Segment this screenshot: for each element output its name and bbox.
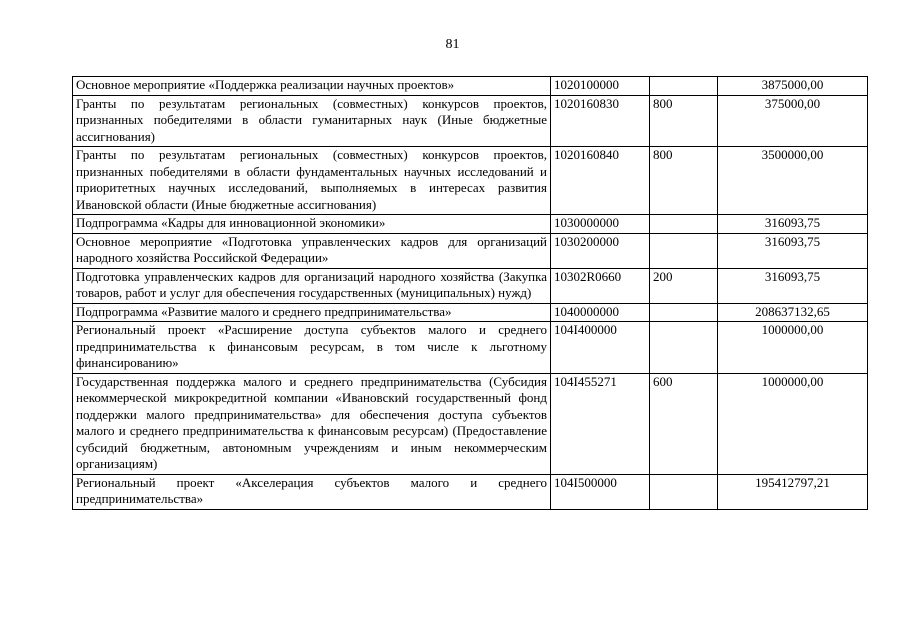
row-code-cell: 104I400000 [551,322,650,374]
table-row [73,215,868,234]
budget-table [72,76,868,510]
row-amount-cell: 316093,75 [718,233,868,268]
row-amount-cell: 195412797,21 [718,474,868,509]
table-row [73,95,868,147]
row-amount-cell: 316093,75 [718,215,868,234]
row-amount-cell: 1000000,00 [718,322,868,374]
row-expense-type-cell: 600 [650,373,718,474]
row-expense-type-cell [650,77,718,96]
row-code-cell: 104I500000 [551,474,650,509]
table-row [73,373,868,474]
row-amount-cell: 316093,75 [718,268,868,303]
page-number: 81 [445,37,460,52]
row-expense-type-cell [650,322,718,374]
row-name-cell: Подпрограмма «Развитие малого и среднего предпринимательства» [73,303,551,322]
row-expense-type-cell: 800 [650,95,718,147]
row-expense-type-cell: 200 [650,268,718,303]
table-row [73,77,868,96]
row-code-cell: 1020160840 [551,147,650,215]
row-code-cell: 1030000000 [551,215,650,234]
row-code-cell: 10302R0660 [551,268,650,303]
row-amount-cell: 208637132,65 [718,303,868,322]
table-row [73,474,868,509]
row-amount-cell: 1000000,00 [718,373,868,474]
row-name-cell: Гранты по результатам региональных (совместных) конкурсов проектов, признанных победителями в области фундаментальных научных исследований и приоритетных научных исследований, выполняемых в интересах развития Ивановской области (Иные бюджетные ассигнования) [73,147,551,215]
row-name-cell: Региональный проект «Расширение доступа субъектов малого и среднего предпринимательства к финансовым ресурсам, в том числе к льготному финансированию» [73,322,551,374]
row-amount-cell: 3875000,00 [718,77,868,96]
row-name-cell: Государственная поддержка малого и среднего предпринимательства (Субсидия некоммерческой микрокредитной компании «Ивановский государственный фонд поддержки малого предпринимательства» для обеспечения доступа субъектов малого и среднего предпринимательства к финансовым ресурсам) (Предоставление субсидий бюджетным, автономным учреждениям и иным некоммерческим организациям) [73,373,551,474]
row-name-cell: Региональный проект «Акселерация субъектов малого и среднего предпринимательства» [73,474,551,509]
row-expense-type-cell [650,474,718,509]
row-amount-cell: 3500000,00 [718,147,868,215]
row-expense-type-cell: 800 [650,147,718,215]
row-code-cell: 1030200000 [551,233,650,268]
row-name-cell: Гранты по результатам региональных (совместных) конкурсов проектов, признанных победителями в области гуманитарных наук (Иные бюджетные ассигнования) [73,95,551,147]
table-row [73,268,868,303]
row-code-cell: 104I455271 [551,373,650,474]
row-code-cell: 1020160830 [551,95,650,147]
row-expense-type-cell [650,215,718,234]
row-expense-type-cell [650,233,718,268]
table-row [73,322,868,374]
row-name-cell: Основное мероприятие «Подготовка управленческих кадров для организаций народного хозяйства Российской Федерации» [73,233,551,268]
row-amount-cell: 375000,00 [718,95,868,147]
table-row [73,233,868,268]
row-name-cell: Подпрограмма «Кадры для инновационной экономики» [73,215,551,234]
table-row [73,303,868,322]
row-code-cell: 1040000000 [551,303,650,322]
budget-table-body [73,77,868,510]
row-name-cell: Подготовка управленческих кадров для организаций народного хозяйства (Закупка товаров, работ и услуг для обеспечения государственных (муниципальных) нужд) [73,268,551,303]
row-name-cell: Основное мероприятие «Поддержка реализации научных проектов» [73,77,551,96]
row-expense-type-cell [650,303,718,322]
row-code-cell: 1020100000 [551,77,650,96]
table-row [73,147,868,215]
